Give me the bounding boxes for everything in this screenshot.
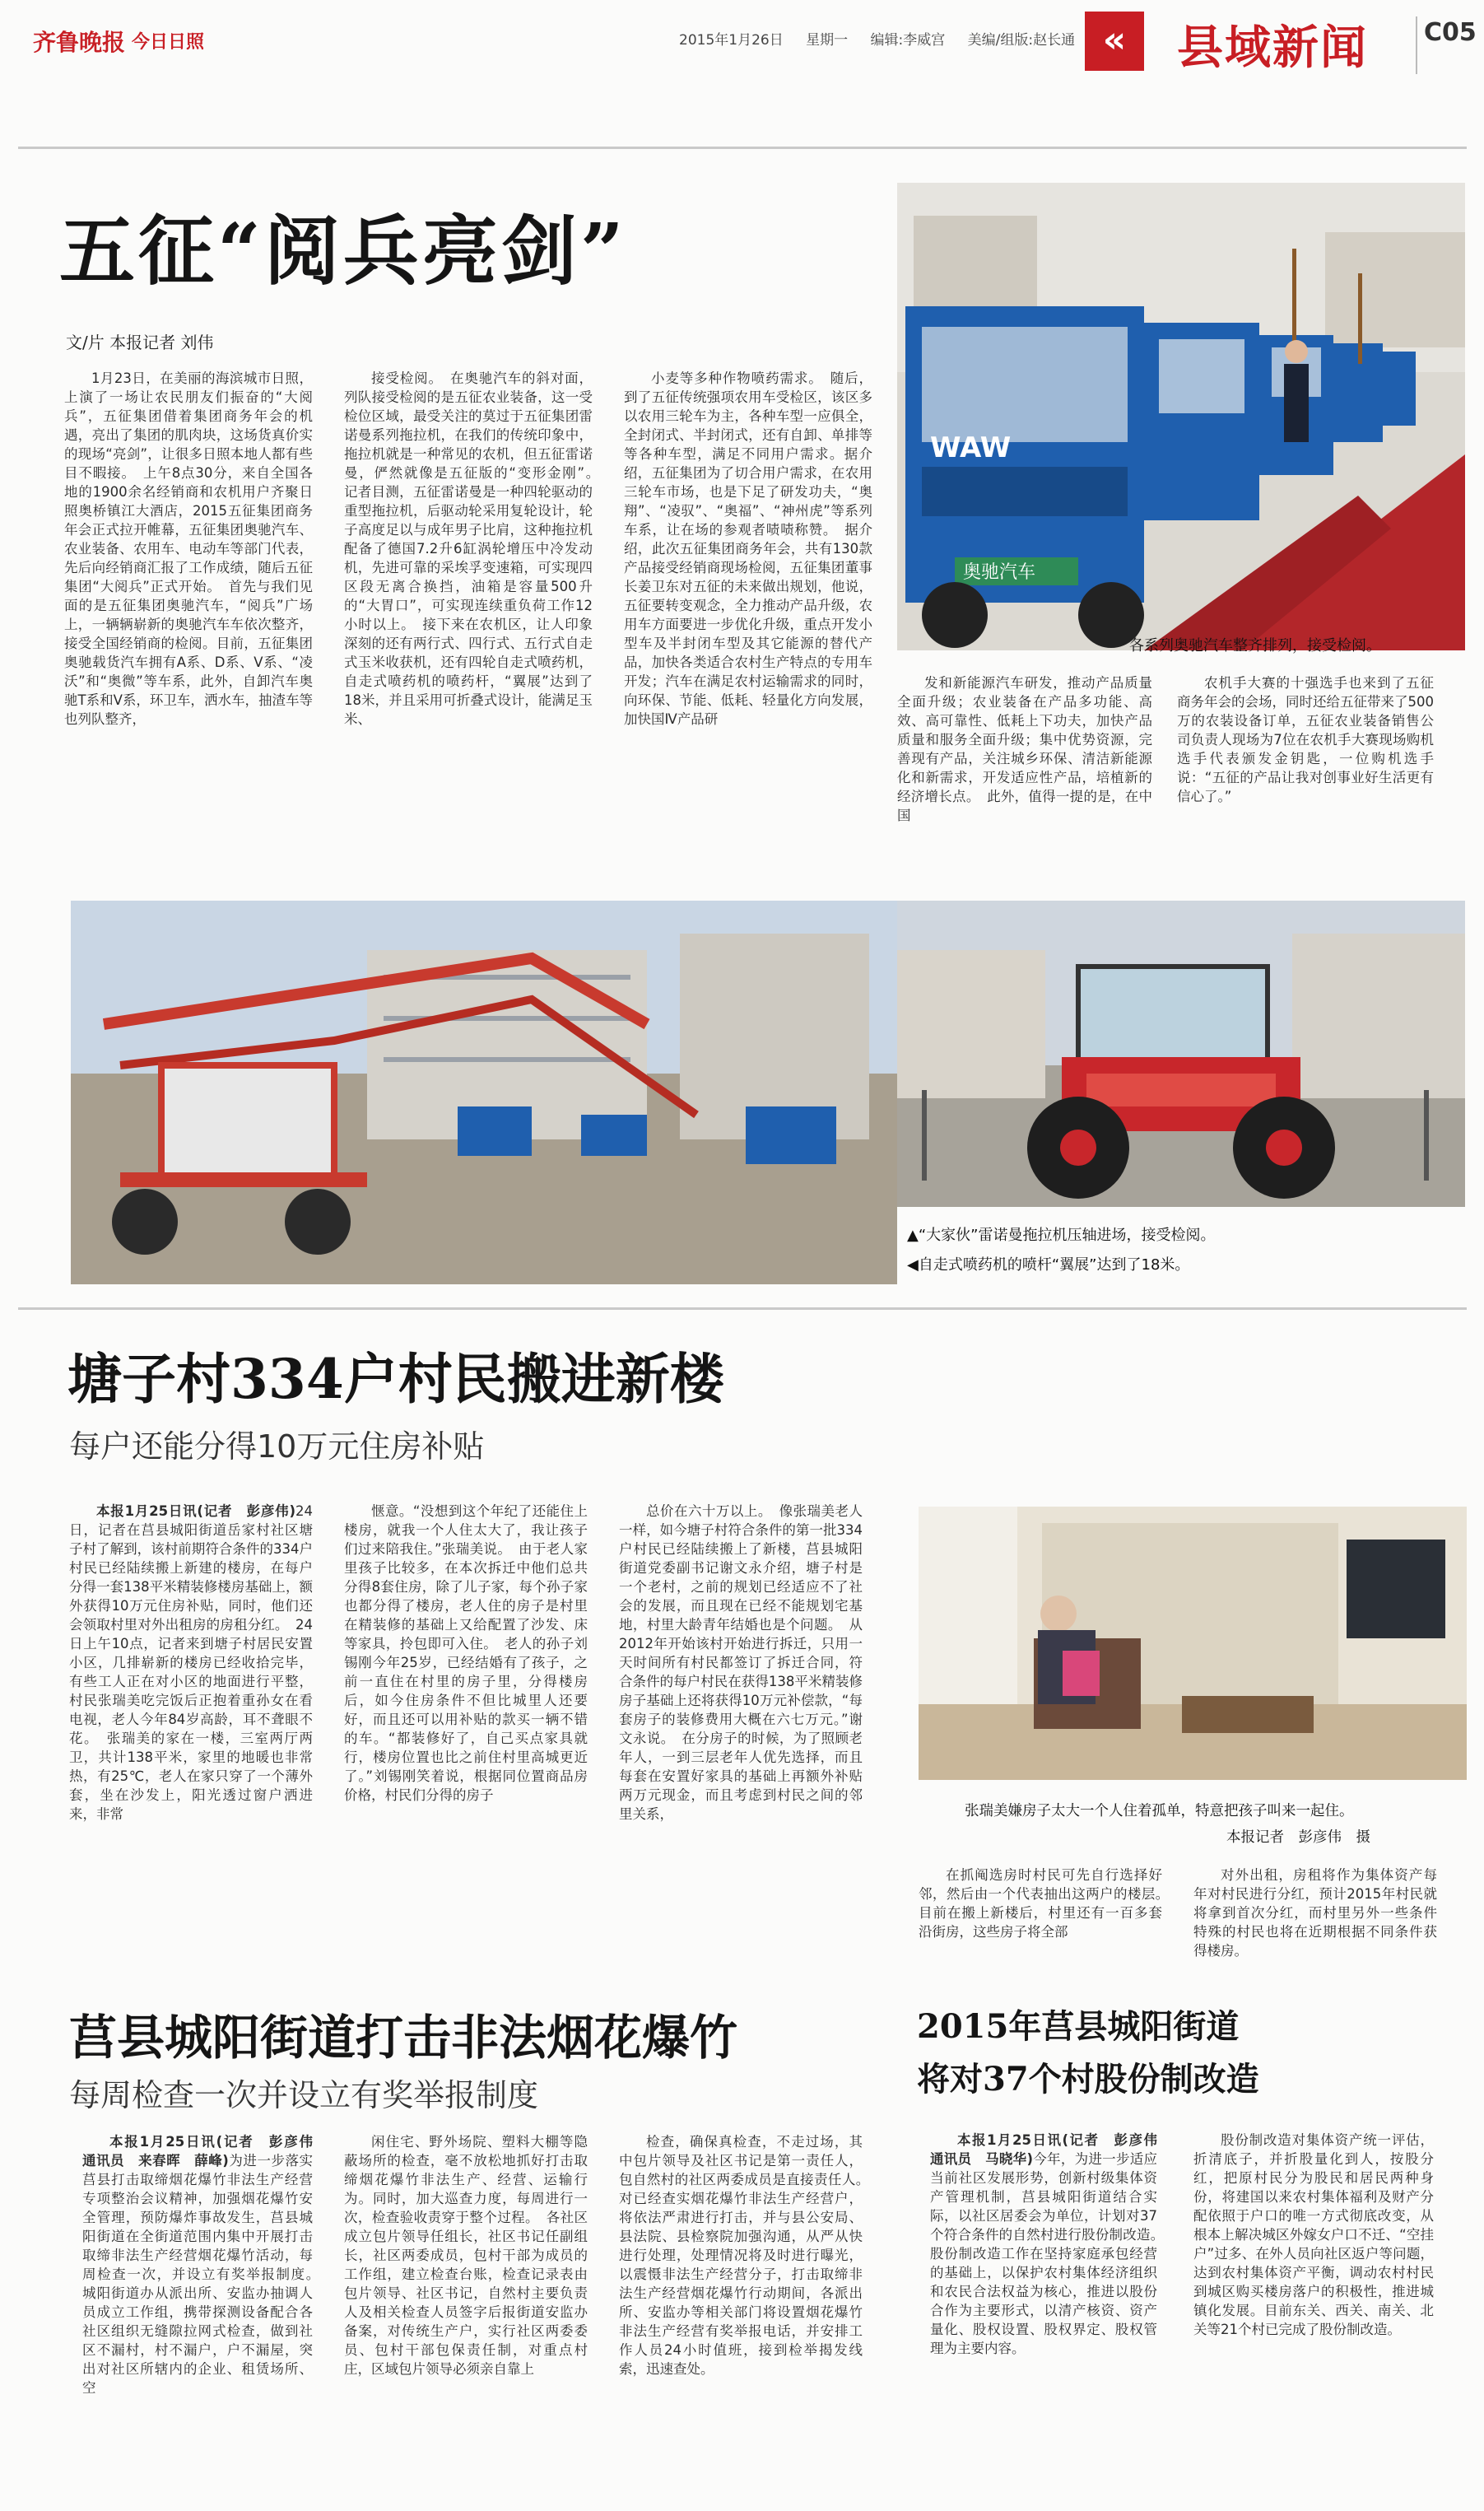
photo-tractor xyxy=(897,901,1465,1207)
article2-col-3-text: 总价在六十万以上。 像张瑞美老人一样，如今塘子村符合条件的第一批334户村民已经陆续搬上了新楼，莒县城阳街道党委副书记谢文永介绍，塘子村是一个老村，之前的规划已经适应不了社会的发展，而且现在已经不能规划宅基地，村里大龄青年结婚也是个问题。 从2012年开始该村开始进行拆迁，只用一天时间所有村民都签订了拆迁合同，符合条件的每户村民在获得138平米精装修房子基础上还将获得10万元补偿款，“每套房子的装修费用大概在六七万元。”谢文永说。 在分房子的时候，为了照顾老年人，一到三层老年人优先选择，而且每套在安置好家具的基础上再额外补贴两万元现金，而且考虑到村民之间的邻里关系， xyxy=(619,1503,863,1822)
issue-weekday: 星期一 xyxy=(806,32,849,49)
section-title: 县域新闻 xyxy=(1177,21,1368,75)
article2-col-2-text: 惬意。“没想到这个年纪了还能住上楼房，就我一个人住太大了，我让孩子们过来陪我住。”张瑞美说。 由于老人家里孩子比较多，在本次拆迁中他们总共分得8套住房，除了儿子家，每个孙子家也都分得了楼房，老人住的房子是村里在精装修的基础上又给配置了沙发、床等家具，拎包即可入住。 老人的孙子刘锡刚今年25岁，已经结婚有了孩子，之前一直住在村里的房子里，分得楼房后，如今住房条件不但比城里人还要好，而且还可以用补贴的款买一辆不错的车。“都装修好了，自己买点家具就行，楼房位置也比之前住村里高城更近了。”刘锡刚笑着说，根据同位置商品房价格，村民们分得的房子 xyxy=(344,1503,588,1803)
editor-credit: 编辑:李威宫 xyxy=(870,32,946,49)
article3-col-3 xyxy=(619,2132,877,2496)
article1-col-1-text: 1月23日，在美丽的海滨城市日照，上演了一场让农民朋友们振奋的“大阅兵”，五征集团借着集团商务年会的机遇，亮出了集团的肌肉块，这场货真价实的现场“亮剑”，让很多日照本地人都有些目不暇接。 上午8点30分，来自全国各地的1900余名经销商和农机用户齐聚日照奥桥镇江大酒店，2015五征集团商务年会正式拉开帷幕，五征集团奥驰汽车、农业装备、农用车、电动车等部门代表，先后向经销商汇报了工作成绩，随后五征集团“大阅兵”正式开始。 首先与我们见面的是五征集团奥驰汽车，“阅兵”广场上，一辆辆崭新的奥驰汽车车依次整齐，接受全国经销商的检阅。目前，五征集团奥驰载货汽车拥有A系、D系、V系、“凌沃”和“奥微”等车系，此外，自卸汽车奥驰T系和V系，环卫车，洒水车，抽渣车等也列队整齐， xyxy=(64,370,313,727)
article1-col-4 xyxy=(897,673,1152,871)
article1-col-1 xyxy=(64,369,313,871)
article4-title-line2: 将对37个村股份制改造 xyxy=(917,2060,1259,2099)
article4-col-1-text: 今年，为进一步适应当前社区发展形势，创新村级集体资产管理机制，莒县城阳街道结合实际，以社区居委会为单位，计划对37个符合条件的自然村进行股份制改造。 股份制改造工作在坚持家庭承包经营的基础上，以保护农村集体经济组织和农民合法权益为核心，推进以股份合作为主要形式，以清产核资、资产量化、股权设置、股权界定、股权管理为主要内容。 xyxy=(930,2151,1171,2356)
article2-col-4-text: 在抓阄选房时村民可先自行选择好邻，然后由一个代表抽出这两户的楼层。 目前在搬上新楼后，村里还有一百多套沿街房，这些房子将全部 xyxy=(919,1867,1176,1940)
article1-title: 五征“阅兵亮剑” xyxy=(59,207,627,296)
article1-col-5-text: 农机手大赛的十强选手也来到了五征商务年会的会场，同时还给五征带来了500万的农装设备订单，五征农业装备销售公司负责人现场为7位在农机手大赛现场购机选手代表颁发金钥匙，一位购机选手说：“五征的产品让我对创事业好生活更有信心了。” xyxy=(1177,675,1434,804)
article4-title-line1: 2015年莒县城阳街道 xyxy=(917,2007,1240,2046)
edition-label: 今日日照 xyxy=(132,32,205,53)
photo-sprayer xyxy=(71,901,897,1284)
article3-title: 莒县城阳街道打击非法烟花爆竹 xyxy=(69,2010,738,2066)
article1-col-2 xyxy=(344,369,607,871)
article4-col-2 xyxy=(1193,2131,1434,2496)
article3-col-3-text: 检查，确保真检查，不走过场，其中包片领导及社区书记是第一责任人，包自然村的社区两委成员是直接责任人。 对已经查实烟花爆竹非法生产经营户，将依法严肃进行打击，并与县公安局、县法院、县检察院加强沟通，从严从快进行处理，处理情况将及时进行曝光，以震慑非法生产经营分子，打击取缔非法生产经营烟花爆竹行动期间，各派出所、安监办等相关部门将设置烟花爆竹非法生产经营有奖举报电话，并安排工作人员24小时值班，接到检举揭发线索，迅速查处。 xyxy=(619,2134,877,2377)
article3-col-2 xyxy=(344,2132,588,2496)
article1-byline: 文/片 本报记者 刘伟 xyxy=(66,333,214,352)
article2-col-1 xyxy=(69,1502,313,1959)
photo-trucks-caption: 各系列奥驰汽车整齐排列，接受检阅。 xyxy=(1129,637,1381,655)
issue-date: 2015年1月26日 xyxy=(679,32,784,49)
article1-col-3-text: 小麦等多种作物喷药需求。 随后，到了五征传统强项农用车受检区，该区多以农用三轮车为主，各种车型一应俱全，全封闭式、半封闭式，还有自卸、单排等等各种车型，满足不同用户需求。据介绍，五征集团为了切合用户需求，在农用三轮车市场，也是下足了研发功夫，“奥翔”、“凌驭”、“奥福”、“神州虎”等系列车系，让在场的参观者啧啧称赞。 据介绍，此次五征集团商务年会，共有130款产品接受经销商现场检阅，五征集团董事长姜卫东对五征的未来做出规划，他说，五征要转变观念，全力推动产品升级，农用车方面要进一步优化升级，重点开发小型车及半封闭车型及其它能源的替代产品，加快各类适合农村生产特点的专用车开发；汽车在满足农村运输需求的同时，向环保、节能、低耗、轻量化方向发展，加快国Ⅳ产品研 xyxy=(624,370,872,727)
article3-col-1-text: 为进一步落实莒县打击取缔烟花爆竹非法生产经营专项整治会议精神，加强烟花爆竹安全管理，预防爆炸事故发生，莒县城阳街道在全街道范围内集中开展打击取缔非法生产经营烟花爆竹活动，每周检查一次，并设立有奖举报制度。 城阳街道办从派出所、安监办抽调人员成立工作组，携带探测设备配合各社区组织无缝隙拉网式检查，做到社区不漏村，村不漏户，户不漏屋，突出对社区所辖内的企业、租赁场所、空 xyxy=(82,2153,327,2396)
article1-col-4-text: 发和新能源汽车研发，推动产品质量全面升级；农业装备在产品多功能、高效、高可靠性、低耗上下功夫，加快产品质量和服务全面升级；集中优势资源，完善现有产品，关注城乡环保、清洁新能源化和新需求，开发适应性产品，培植新的经济增长点。 此外，值得一提的是，在中国 xyxy=(897,675,1152,823)
photo-living-room-credit: 本报记者 彭彦伟 摄 xyxy=(1226,1829,1370,1846)
article4-col-1 xyxy=(930,2131,1171,2496)
living-room-illustration xyxy=(919,1507,1467,1780)
article2-col-1-text: 24日，记者在莒县城阳街道岳家村社区塘子村了解到，该村前期符合条件的334户村民已经陆续搬上新建的楼房，在每户分得一套138平米精装修楼房基础上，额外获得10万元住房补贴，同时，他们还会领取村里对外出租房的房租分红。 24日上午10点，记者来到塘子村居民安置小区，几排崭新的楼房已经收拾完毕，有些工人正在对小区的地面进行平整，村民张瑞美吃完饭后正抱着重孙女在看电视，老人今年84岁高龄，耳不聋眼不花。 张瑞美的家在一楼，三室两厅两卫，共计138平米，家里的地暖也非常热，有25℃，老人在家只穿了一个薄外套，坐在沙发上，阳光透过窗户洒进来，非常 xyxy=(69,1503,313,1822)
sprayer-illustration xyxy=(71,901,897,1284)
photo-living-room-caption: 张瑞美嫌房子太大一个人住着孤单，特意把孩子叫来一起住。 xyxy=(965,1803,1354,1819)
cab-logo-text: 奥驰汽车 xyxy=(963,562,1036,583)
section-divider xyxy=(1416,16,1417,74)
photo-trucks xyxy=(897,183,1465,650)
photo-living-room xyxy=(919,1507,1467,1780)
photo-tractor-caption: ▲“大家伙”雷诺曼拖拉机压轴进场，接受检阅。 xyxy=(907,1227,1216,1244)
issue-meta xyxy=(679,28,1093,49)
chevron-left-icon: « xyxy=(1085,12,1144,71)
top-rule xyxy=(18,147,1467,149)
article2-col-4 xyxy=(919,1866,1176,1958)
article1-col-5 xyxy=(1177,673,1434,871)
article3-subtitle: 每周检查一次并设立有奖举报制度 xyxy=(69,2077,539,2113)
page-number: C05 xyxy=(1424,18,1477,47)
newspaper-name: 齐鲁晚报 xyxy=(33,29,126,56)
article4-lead: 本报1月25日讯(记者 彭彦伟 通讯员 马晓华) xyxy=(930,2132,1171,2167)
tractor-illustration xyxy=(897,901,1465,1207)
article3-col-2-text: 闲住宅、野外场院、塑料大棚等隐蔽场所的检查，毫不放松地抓好打击取缔烟花爆竹非法生产、经营、运输行为。同时，加大巡查力度，每周进行一次，检查验收责穿于整个过程。 各社区成立包片领导任组长，社区书记任副组长，社区两委成员，包村干部为成员的工作组，建立检查台账，检查记录表由包片领导、社区书记，自然村主要负责人及相关检查人员签字后报街道安监办备案，对传统生产户，实行社区两委委员、包村干部包保责任制，对重点村庄，区域包片领导必须亲自靠上 xyxy=(344,2134,588,2377)
trucks-illustration xyxy=(897,183,1465,650)
article2-col-5-text: 对外出租，房租将作为集体资产每年对村民进行分红，预计2015年村民就将拿到首次分红，而村里另外一些条件特殊的村民也将在近期根据不同条件获得楼房。 xyxy=(1193,1867,1437,1959)
article4-col-2-text: 股份制改造对集体资产统一评估，折清底子，并折股量化到人，按股分红，把原村民分为股民和居民两种身份，将建国以来农村集体福利及财产分配依照于户口的唯一方式彻底改变，从根本上解决城区外嫁女户口不迁、“空挂户”过多、在外人员向社区返户等问题，达到农村集体资产平衡，调动农村村民到城区购买楼房落户的积极性，推进城镇化发展。目前东关、西关、南关、北关等21个村已完成了股份制改造。 xyxy=(1193,2132,1434,2337)
article1-col-3 xyxy=(624,369,872,871)
article2-subtitle: 每户还能分得10万元住房补贴 xyxy=(69,1428,485,1465)
design-credit: 美编/组版:赵长通 xyxy=(967,32,1076,49)
article2-title: 塘子村334户村民搬进新楼 xyxy=(67,1347,724,1411)
article3-col-1 xyxy=(82,2132,327,2496)
article2-col-2 xyxy=(344,1502,588,1959)
article2-col-5 xyxy=(1193,1866,1437,1958)
article2-col-3 xyxy=(619,1502,863,1959)
svg-text:WAW: WAW xyxy=(930,431,1012,464)
article1-col-2-text: 接受检阅。 在奥驰汽车的斜对面，列队接受检阅的是五征农业装备，这一受检位区域，最受关注的莫过于五征集团雷诺曼系列拖拉机，在我们的传统印象中，拖拉机就是一种常见的农机，但五征雷诺曼，俨然就像是五征版的“变形金刚”。 记者目测，五征雷诺曼是一种四轮驱动的重型拖拉机，后驱动轮采用复轮设计，轮子高度足以与成年男子比肩，这种拖拉机配备了德国7.2升6缸涡轮增压中冷发动机，先进可靠的采埃孚变速箱，可实现四区段无离合换挡，油箱是容量500升的“大胃口”，可实现连续重负荷工作12小时以上。 接下来在农机区，让人印象深刻的还有两行式、四行式、五行式自走式玉米收获机，还有四轮自走式喷药机，自走式喷药机的喷药杆，“翼展”达到了18米，并且采用可折叠式设计，能满足玉米、 xyxy=(344,370,607,727)
article3-lead: 本报1月25日讯(记者 彭彦伟 通讯员 来春晖 薛峰) xyxy=(82,2134,327,2169)
photo-sprayer-caption: ◀自走式喷药机的喷杆“翼展”达到了18米。 xyxy=(907,1256,1190,1274)
article2-lead: 本报1月25日讯(记者 彭彦伟) xyxy=(96,1503,295,1519)
middle-rule xyxy=(18,1307,1467,1310)
